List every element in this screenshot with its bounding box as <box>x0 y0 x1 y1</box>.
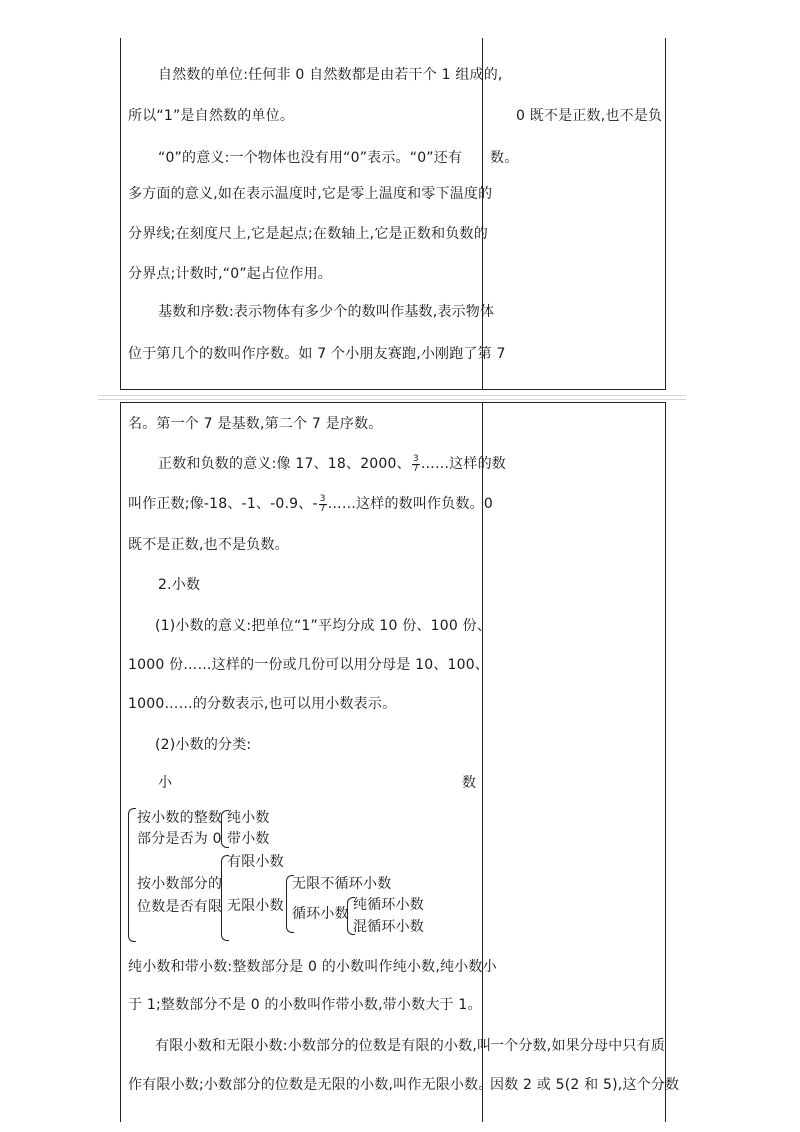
fraction-denominator-2: 7 <box>319 503 326 514</box>
fraction-neg-3-7 <box>319 495 327 514</box>
p1-line-7: 基数和序数:表示物体有多少个的数叫作基数,表示物体 <box>158 304 495 320</box>
p2-line-1: 名。第一个 7 是基数,第二个 7 是序数。 <box>128 416 383 432</box>
p2-line-3 <box>128 494 493 514</box>
p2-right-line-1: 一个分数,如果分母中只有质 <box>490 1038 666 1054</box>
p2-line-12: 有限小数和无限小数:小数部分的位数是有限的小数,叫 <box>155 1038 492 1054</box>
page-separator <box>98 395 686 400</box>
p2-line-4: 既不是正数,也不是负数。 <box>128 537 289 553</box>
finite-decimal: 有限小数 <box>227 854 284 870</box>
group2-label-b: 位数是否有限 <box>137 899 223 915</box>
p2-line-2-tail: ……这样的数 <box>420 456 506 472</box>
fraction-numerator-2: 3 <box>319 493 326 504</box>
fraction-numerator: 3 <box>412 453 419 464</box>
p2-line-2-text: 正数和负数的意义:像 17、18、2000、 <box>158 456 411 472</box>
fraction-denominator: 7 <box>412 463 419 474</box>
p2-line-11: 于 1;整数部分不是 0 的小数叫作带小数,带小数大于 1。 <box>128 997 482 1013</box>
group1-label-a: 按小数的整数 <box>137 810 223 826</box>
p1-line-1: 自然数的单位:任何非 0 自然数都是由若干个 1 组成的, <box>158 67 503 83</box>
p2-right-line-2: 因数 2 或 5(2 和 5),这个分数 <box>490 1077 680 1093</box>
outer-brace <box>128 808 136 942</box>
page1-table <box>120 38 666 390</box>
p2-line-6: (1)小数的意义:把单位“1”平均分成 10 份、100 份、 <box>155 618 492 634</box>
p2-char-xiao: 小 <box>158 775 173 791</box>
group2-label-a: 按小数部分的 <box>137 876 223 892</box>
mixed-repeating: 混循环小数 <box>353 919 424 935</box>
p2-line-9: (2)小数的分类: <box>155 737 252 753</box>
repeating-decimal: 循环小数 <box>292 906 349 922</box>
p2-line-2 <box>158 454 506 474</box>
non-repeating-decimal: 无限不循环小数 <box>292 876 392 892</box>
pure-repeating: 纯循环小数 <box>353 897 424 913</box>
p1-line-3: “0”的意义:一个物体也没有用“0”表示。“0”还有 <box>158 150 463 166</box>
p1-line-6: 分界点;计数时,“0”起占位作用。 <box>128 266 332 282</box>
p1-line-8: 位于第几个的数叫作序数。如 7 个小朋友赛跑,小刚跑了第 7 <box>128 346 506 362</box>
group1-item-mixed: 带小数 <box>227 831 270 847</box>
group1-item-pure: 纯小数 <box>227 810 270 826</box>
infinite-decimal: 无限小数 <box>227 898 284 914</box>
p2-char-shu: 数 <box>462 775 477 791</box>
p1-right-line-2: 数。 <box>490 150 519 166</box>
p2-heading-decimals: 2.小数 <box>158 577 201 593</box>
p1-line-2: 所以“1”是自然数的单位。 <box>128 108 295 124</box>
p1-line-5: 分界线;在刻度尺上,它是起点;在数轴上,它是正数和负数的 <box>128 226 488 242</box>
page1-column-divider <box>482 38 483 389</box>
p2-line-7: 1000 份……这样的一份或几份可以用分母是 10、100、 <box>128 657 490 673</box>
p2-line-13: 作有限小数;小数部分的位数是无限的小数,叫作无限小数。 <box>128 1077 493 1093</box>
p2-line-8: 1000……的分数表示,也可以用小数表示。 <box>128 696 397 712</box>
p1-right-line-1: 0 既不是正数,也不是负 <box>516 108 663 124</box>
fraction-3-7 <box>412 455 420 474</box>
p2-line-3-tail: ……这样的数叫作负数。0 <box>327 496 493 512</box>
p2-line-10: 纯小数和带小数:整数部分是 0 的小数叫作纯小数,纯小数小 <box>128 959 497 975</box>
p1-line-4: 多方面的意义,如在表示温度时,它是零上温度和零下温度的 <box>128 186 493 202</box>
group1-label-b: 部分是否为 0 <box>137 831 222 847</box>
p2-line-3-text: 叫作正数;像-18、-1、-0.9、- <box>128 496 318 512</box>
